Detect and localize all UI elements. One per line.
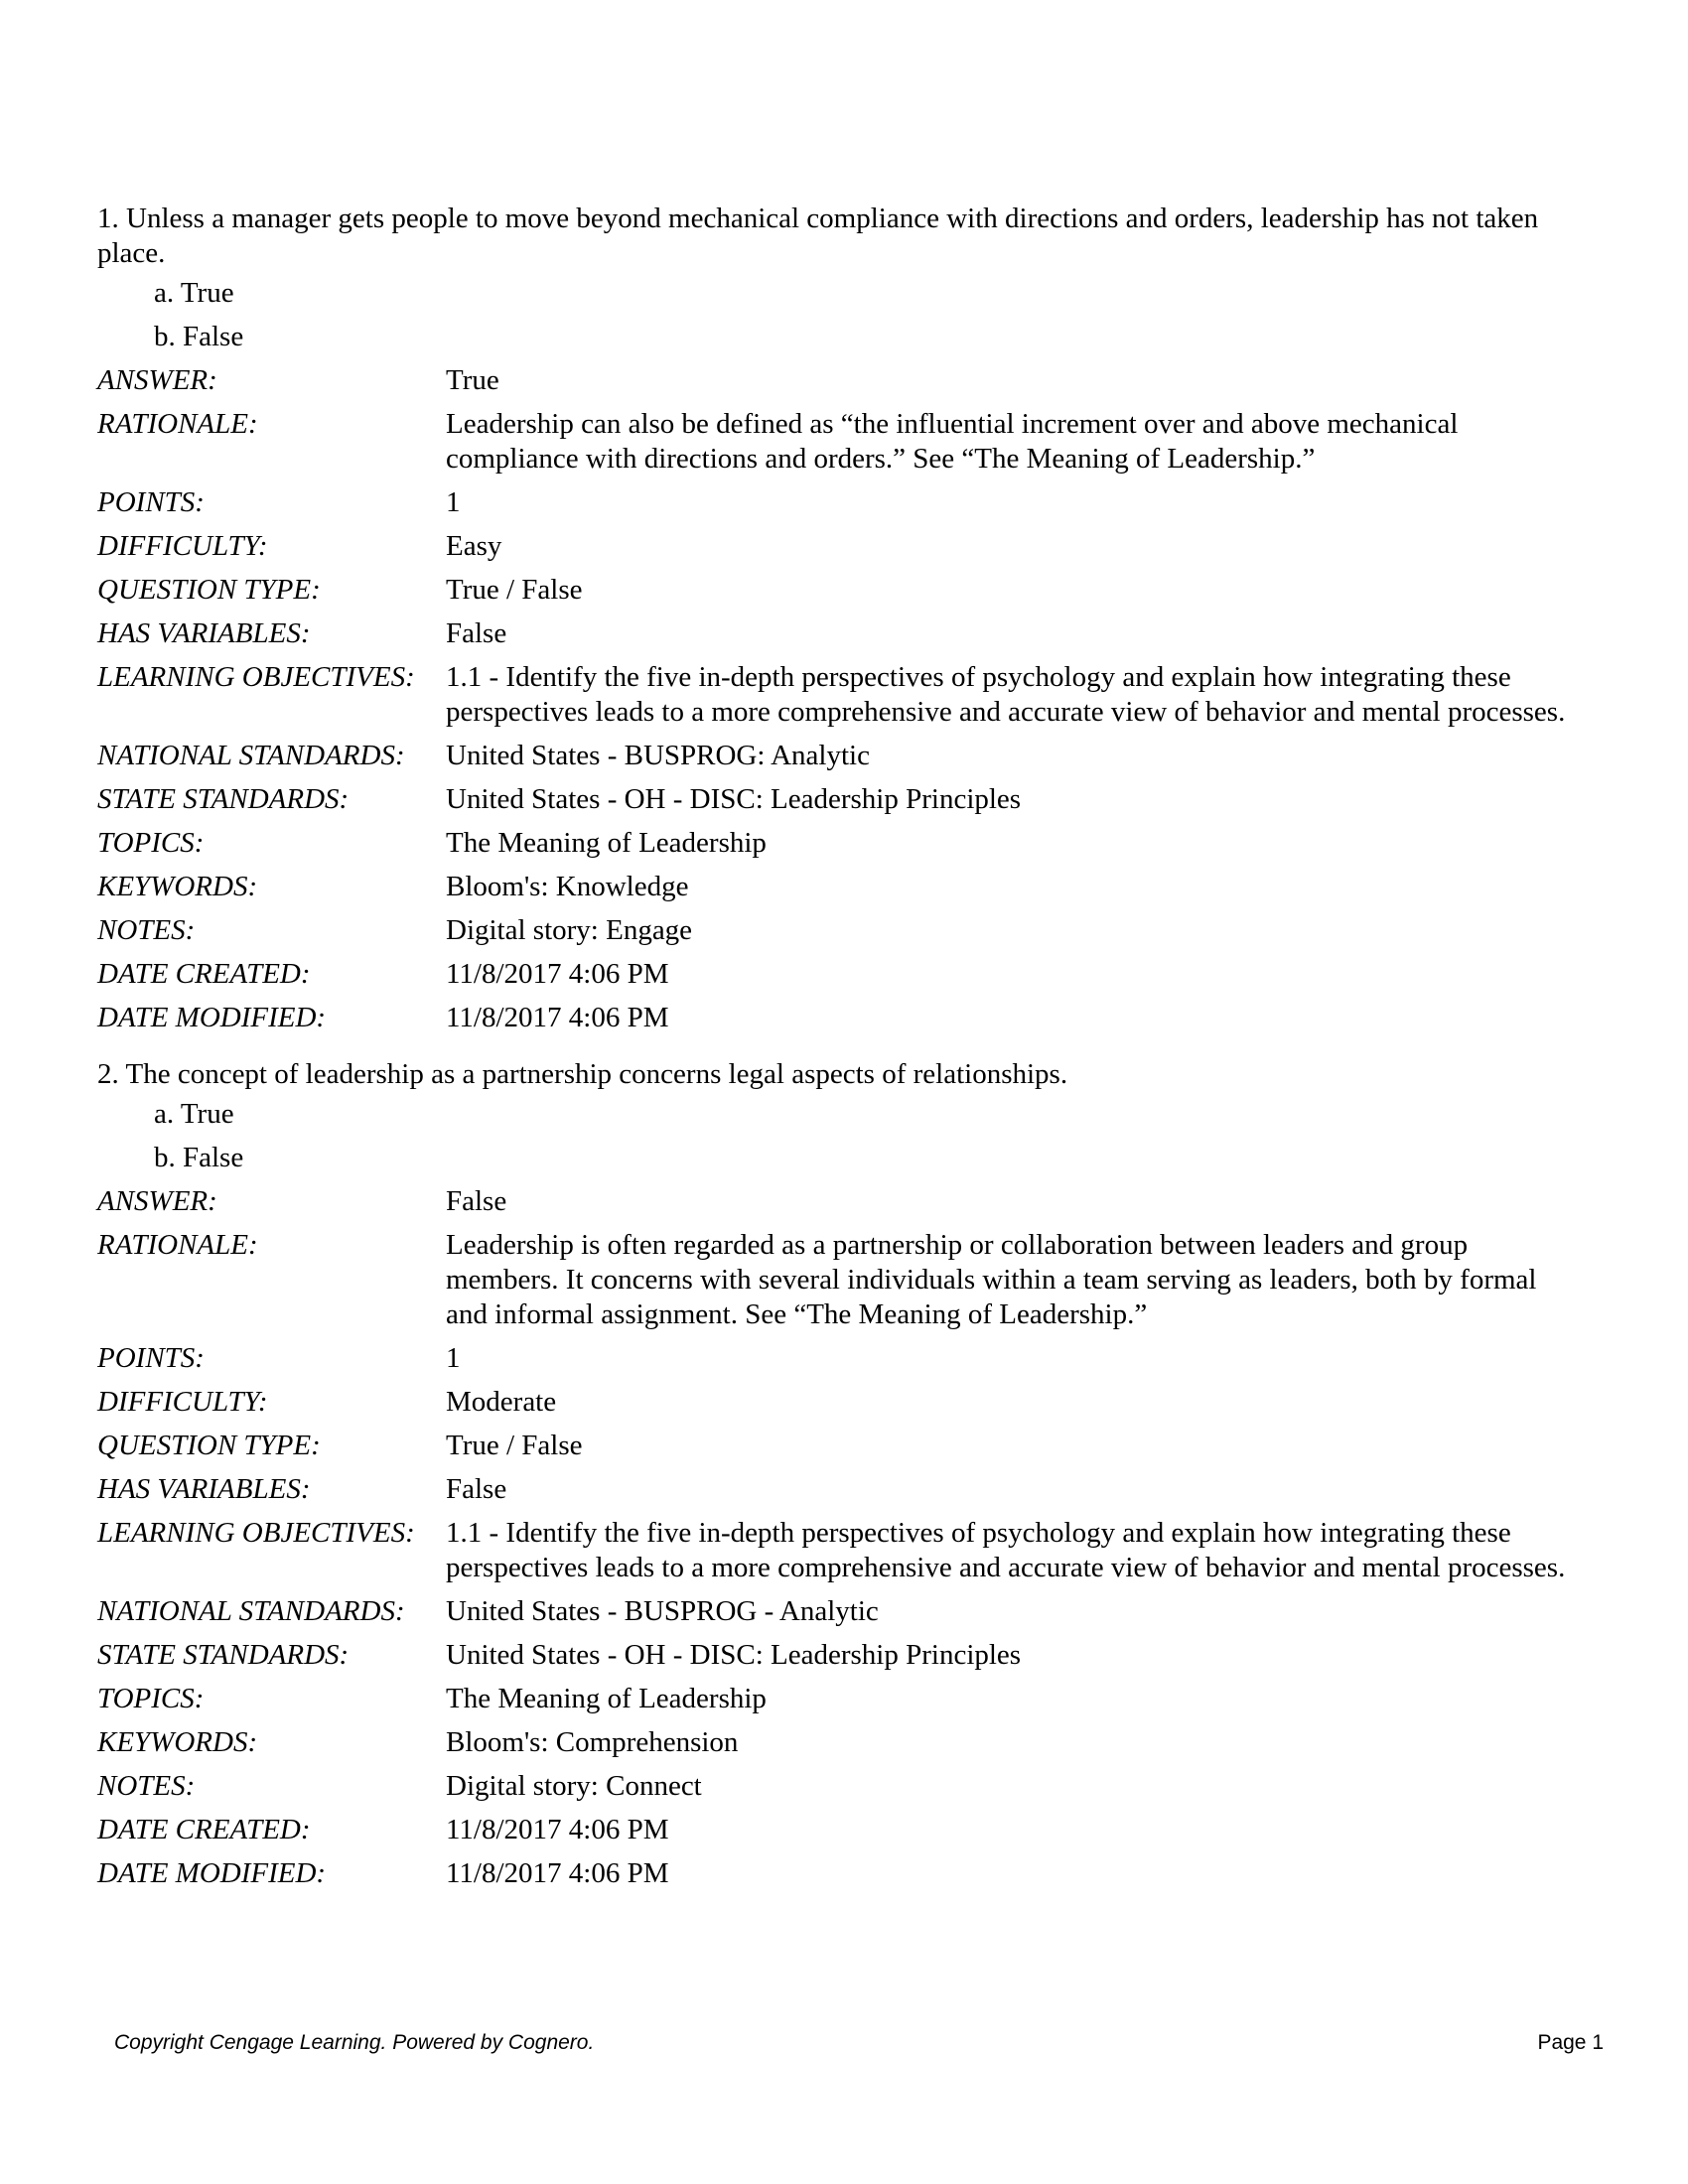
meta-value: 11/8/2017 4:06 PM (446, 1857, 669, 1889)
meta-label: NATIONAL STANDARDS: (97, 740, 405, 771)
meta-has-variables (97, 616, 1587, 651)
choice-a: a. True (154, 1098, 234, 1130)
meta-keywords (97, 870, 1587, 904)
meta-date-created (97, 1813, 1587, 1847)
meta-label: DATE CREATED: (97, 958, 311, 990)
meta-learning-objectives (97, 660, 1587, 730)
meta-label: RATIONALE: (97, 408, 258, 440)
meta-label: POINTS: (97, 486, 205, 518)
meta-has-variables (97, 1472, 1587, 1507)
meta-value: Bloom's: Comprehension (446, 1726, 739, 1758)
meta-value: Leadership is often regarded as a partnership or collaboration between leaders and group members. It concerns with several individuals within a team serving as leaders, both by formal and informal assignment. See “The Meaning of Leadership.” (446, 1229, 1537, 1330)
meta-label: NOTES: (97, 1770, 196, 1802)
meta-national-standards (97, 739, 1587, 773)
meta-value: True (446, 364, 499, 396)
meta-label: HAS VARIABLES: (97, 1473, 311, 1505)
meta-label: STATE STANDARDS: (97, 783, 350, 815)
meta-label: HAS VARIABLES: (97, 617, 311, 649)
meta-keywords (97, 1725, 1587, 1760)
meta-label: KEYWORDS: (97, 871, 258, 902)
meta-topics (97, 826, 1587, 861)
question-metadata (97, 363, 1587, 1035)
meta-value: 1 (446, 1342, 461, 1374)
question-page (97, 202, 1587, 1913)
meta-value: Digital story: Connect (446, 1770, 702, 1802)
meta-value: 1.1 - Identify the five in-depth perspectives of psychology and explain how integrating these perspectives leads to a more comprehensive and accurate view of behavior and mental processes. (446, 1517, 1566, 1583)
meta-topics (97, 1682, 1587, 1716)
meta-date-modified (97, 1001, 1587, 1035)
meta-label: DIFFICULTY: (97, 530, 268, 562)
meta-label: LEARNING OBJECTIVES: (97, 661, 415, 693)
meta-value: 1 (446, 486, 461, 518)
meta-label: DATE CREATED: (97, 1814, 311, 1845)
question-number: 2. (97, 1058, 119, 1090)
meta-value: True / False (446, 1430, 583, 1461)
meta-label: POINTS: (97, 1342, 205, 1374)
question-metadata (97, 1184, 1587, 1891)
answer-choices (97, 276, 1587, 363)
question-number: 1. (97, 203, 119, 234)
meta-label: DATE MODIFIED: (97, 1857, 327, 1889)
meta-label: STATE STANDARDS: (97, 1639, 350, 1671)
meta-value: 11/8/2017 4:06 PM (446, 1814, 669, 1845)
meta-value: True / False (446, 574, 583, 606)
meta-value: False (446, 617, 507, 649)
meta-value: Moderate (446, 1386, 557, 1418)
meta-state-standards (97, 1638, 1587, 1673)
meta-points (97, 485, 1587, 520)
meta-question-type (97, 1429, 1587, 1463)
meta-label: NOTES: (97, 914, 196, 946)
meta-label: LEARNING OBJECTIVES: (97, 1517, 415, 1549)
meta-value: 11/8/2017 4:06 PM (446, 1002, 669, 1033)
copyright-text: Copyright Cengage Learning. Powered by Cognero. (114, 2031, 595, 2054)
choice-a: a. True (154, 277, 234, 309)
question-1 (97, 202, 1587, 1035)
meta-rationale (97, 1228, 1587, 1332)
meta-value: Bloom's: Knowledge (446, 871, 689, 902)
meta-value: United States - OH - DISC: Leadership Principles (446, 783, 1022, 815)
meta-notes (97, 1769, 1587, 1804)
meta-value: 11/8/2017 4:06 PM (446, 958, 669, 990)
question-stem (97, 1057, 1567, 1092)
question-text: Unless a manager gets people to move beyond mechanical compliance with directions and orders, leadership has not taken place. (97, 203, 1539, 269)
meta-rationale (97, 407, 1587, 477)
meta-value: United States - BUSPROG: Analytic (446, 740, 870, 771)
meta-value: Easy (446, 530, 502, 562)
question-2 (97, 1057, 1587, 1891)
meta-label: QUESTION TYPE: (97, 574, 321, 606)
meta-value: Leadership can also be defined as “the influential increment over and above mechanical compliance with directions and orders.” See “The Meaning of Leadership.” (446, 408, 1459, 475)
meta-value: United States - BUSPROG - Analytic (446, 1595, 879, 1627)
meta-value: 1.1 - Identify the five in-depth perspectives of psychology and explain how integrating these perspectives leads to a more comprehensive and accurate view of behavior and mental processes. (446, 661, 1566, 728)
meta-notes (97, 913, 1587, 948)
meta-answer (97, 363, 1587, 398)
meta-label: ANSWER: (97, 1185, 217, 1217)
meta-points (97, 1341, 1587, 1376)
page-number: Page 1 (1537, 2031, 1604, 2054)
meta-learning-objectives (97, 1516, 1587, 1585)
meta-label: DIFFICULTY: (97, 1386, 268, 1418)
meta-value: The Meaning of Leadership (446, 827, 767, 859)
meta-date-modified (97, 1856, 1587, 1891)
meta-answer (97, 1184, 1587, 1219)
meta-label: TOPICS: (97, 827, 205, 859)
meta-label: KEYWORDS: (97, 1726, 258, 1758)
choice-b: b. False (154, 1142, 244, 1173)
meta-state-standards (97, 782, 1587, 817)
meta-label: DATE MODIFIED: (97, 1002, 327, 1033)
meta-date-created (97, 957, 1587, 992)
meta-value: False (446, 1185, 507, 1217)
question-stem (97, 202, 1567, 271)
meta-value: Digital story: Engage (446, 914, 693, 946)
meta-value: False (446, 1473, 507, 1505)
meta-label: TOPICS: (97, 1683, 205, 1714)
choice-b: b. False (154, 321, 244, 352)
meta-question-type (97, 573, 1587, 608)
meta-value: United States - OH - DISC: Leadership Principles (446, 1639, 1022, 1671)
answer-choices (97, 1097, 1587, 1184)
meta-value: The Meaning of Leadership (446, 1683, 767, 1714)
meta-label: NATIONAL STANDARDS: (97, 1595, 405, 1627)
meta-label: RATIONALE: (97, 1229, 258, 1261)
question-text: The concept of leadership as a partnership concerns legal aspects of relationships. (125, 1058, 1068, 1090)
meta-difficulty (97, 1385, 1587, 1420)
meta-difficulty (97, 529, 1587, 564)
meta-national-standards (97, 1594, 1587, 1629)
meta-label: ANSWER: (97, 364, 217, 396)
meta-label: QUESTION TYPE: (97, 1430, 321, 1461)
